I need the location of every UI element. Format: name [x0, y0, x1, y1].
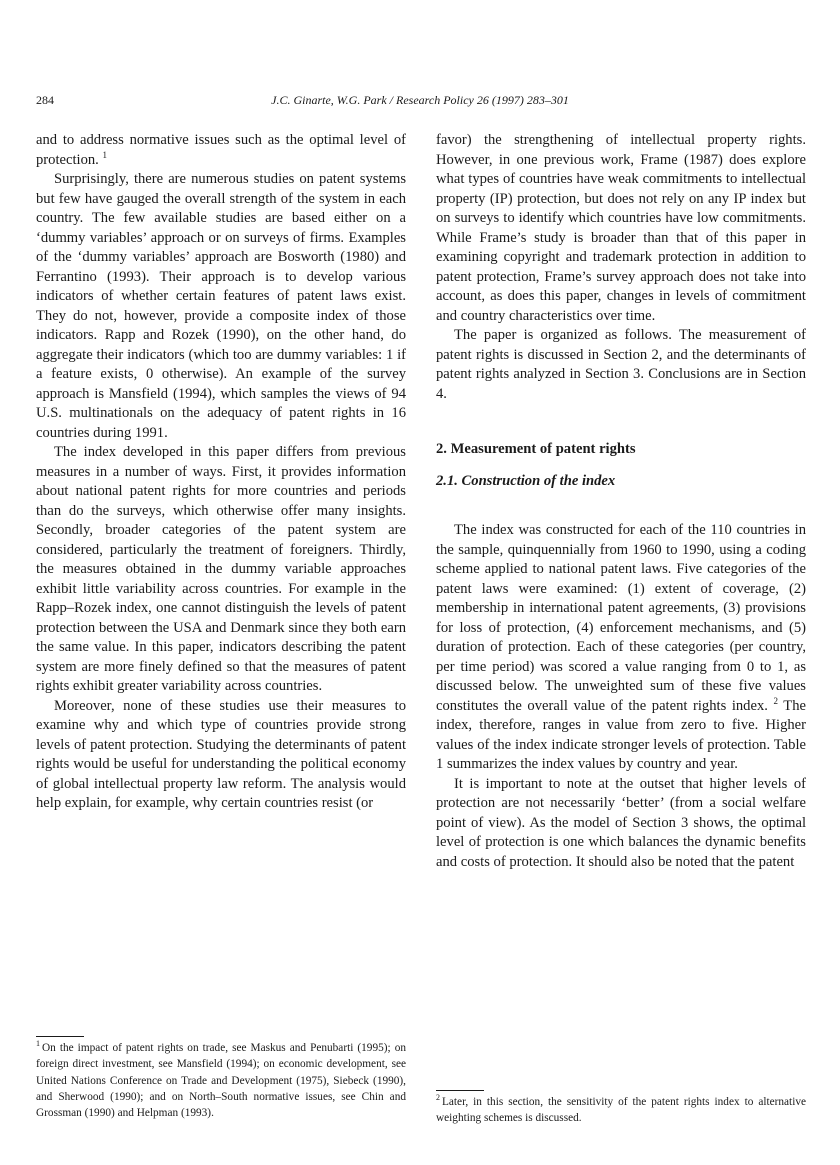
footnote-reference: 1 — [102, 149, 107, 160]
section-heading: 2. Measurement of patent rights — [436, 441, 636, 457]
page-header — [36, 93, 804, 111]
paragraph: Surprisingly, there are numerous studies on patent systems but few have gauged the overall strength of the system in each country. The few available studies are based either on a ‘dummy variables’ approach or on surveys of firms. Examples of the ‘dummy variables’ approach are Bosworth (1980) and Ferrantino (1993). Their approach is to develop various indicators of whether certain features of patent laws exist. They do not, however, provide a composite index of those indicators. Rapp and Rozek (1990), on the other hand, do aggregate their indicators (which too are dummy variables: 1 if a feature exists, 0 otherwise). An example of the survey approach is Mansfield (1994), which samples the views of 94 U.S. multinationals on the adequacy of patent rights in 16 countries during 1991. — [36, 171, 406, 441]
paragraph-text: and to address normative issues such as the optimal level of protection. — [36, 132, 406, 168]
footnote-divider — [36, 1036, 84, 1037]
paragraph: favor) the strengthening of intellectual property rights. However, in one previous work, Frame (1987) does explore what types of countries have weak commitments to intellectual property (IP) protection, but does not rely on any IP index but on surveys to identify which countries have low commitments. While Frame’s study is broader than that of this paper in examining copyright and trademark protection in addition to patent protection, Frame’s survey approach does not take into account, as does this paper, changes in levels of commitment and country characteristics over time. — [436, 132, 806, 324]
footnote-text: Later, in this section, the sensitivity of the patent rights index to alternative weighting schemes is discussed. — [436, 1096, 806, 1125]
subsection-heading: 2.1. Construction of the index — [436, 472, 616, 489]
footnote-reference: 2 — [773, 695, 778, 706]
footnote — [436, 1094, 806, 1127]
paragraph-text: The index was constructed for each of the 110 countries in the sample, quinquennially from 1960 to 1990, using a coding scheme applied to national patent laws. Five categories of the patent laws were examined: (1) extent of coverage, (2) membership in international patent agreements, (3) provisions for loss of protection, (4) enforcement mechanisms, and (5) duration of protection. Each of these categories (per country, per time period) was scored a value ranging from 0 to 1, as discussed below. The unweighted sum of these five values constitutes the overall value of the patent rights index. — [436, 522, 806, 714]
paragraph: It is important to note at the outset that higher levels of protection are not necessarily ‘better’ (from a social welfare point of view). As the model of Section 3 shows, the optimal level of protection is one which balances the dynamic benefits and costs of protection. It should also be noted that the patent — [436, 775, 806, 870]
right-column — [436, 131, 806, 872]
page-number: 284 — [36, 93, 54, 107]
footnote-mark: 1 — [36, 1039, 40, 1049]
footnote-text: On the impact of patent rights on trade, see Maskus and Penubarti (1995); on foreign direct investment, see Mansfield (1994); on economic development, see United Nations Conference on Trade and Development (1975), Siebeck (1990), and Sherwood (1990); and on North–South normative issues, see Chin and Grossman (1990) and Helpman (1993). — [36, 1042, 406, 1120]
paragraph: Moreover, none of these studies use their measures to examine why and which type of countries provide strong levels of patent protection. Studying the determinants of patent rights would be useful for understanding the political economy of global intellectual property law reform. The analysis would help explain, for example, why certain countries resist (or — [36, 697, 406, 811]
paragraph-text: The index, therefore, ranges in value from zero to five. Higher values of the index indicate stronger levels of protection. Table 1 summarizes the index values by country and year. — [436, 697, 806, 772]
left-column — [36, 131, 406, 814]
paragraph: The paper is organized as follows. The measurement of patent rights is discussed in Section 2, and the determinants of patent rights analyzed in Section 3. Conclusions are in Section 4. — [436, 327, 806, 402]
footnote — [36, 1040, 406, 1121]
footnote-divider — [436, 1090, 484, 1091]
running-head: J.C. Ginarte, W.G. Park / Research Policy 26 (1997) 283–301 — [271, 93, 569, 107]
paragraph — [436, 521, 806, 775]
paragraph — [36, 131, 406, 170]
footnote-mark: 2 — [436, 1093, 440, 1103]
paragraph: The index developed in this paper differs from previous measures in a number of ways. First, it provides information about national patent rights for more countries and periods than do the surveys, which otherwise offer many insights. Secondly, broader categories of the patent system are considered, particularly the treatment of foreigners. Thirdly, the measures obtained in the dummy variable approaches exhibit little variability across countries. For example in the Rapp–Rozek index, one cannot distinguish the levels of patent protection between the USA and Denmark since they both earn the same value. In this paper, indicators describing the patent system are more finely defined so that the measures of patent rights exhibit greater variability across countries. — [36, 444, 406, 694]
